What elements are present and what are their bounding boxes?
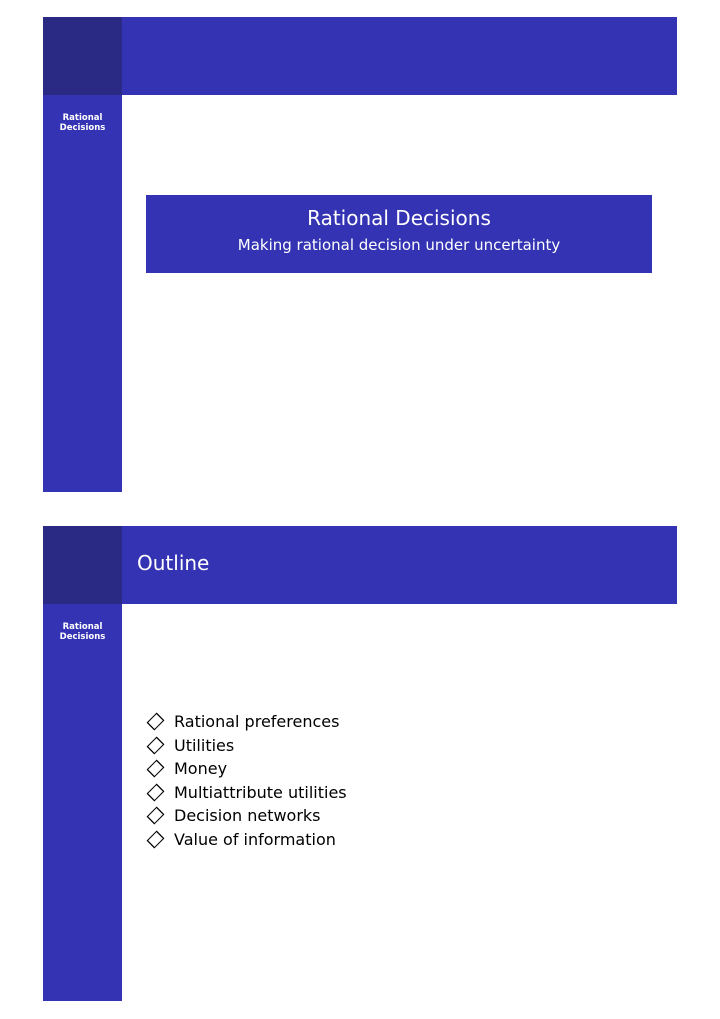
title-slide	[43, 17, 677, 492]
title-box	[146, 195, 652, 273]
sidebar	[43, 17, 122, 492]
list-item	[146, 781, 347, 805]
list-item-text: Value of information	[174, 829, 336, 849]
diamond-bullet-icon	[147, 783, 165, 801]
list-item	[146, 734, 347, 758]
header-bar	[122, 17, 677, 95]
sidebar-title-line-1: Rational	[62, 113, 103, 123]
list-item	[146, 804, 347, 828]
list-item	[146, 828, 347, 852]
sidebar-title-line-1: Rational	[62, 622, 103, 632]
diamond-bullet-icon	[147, 736, 165, 754]
list-item-text: Money	[174, 759, 228, 779]
outline-list	[146, 710, 347, 851]
header-bar	[122, 526, 677, 604]
sidebar-title-line-2: Decisions	[59, 123, 106, 133]
list-item-text: Multiattribute utilities	[174, 782, 347, 802]
diamond-bullet-icon	[147, 713, 165, 731]
sidebar-title	[43, 622, 122, 642]
list-item-text: Utilities	[174, 735, 235, 755]
presentation-subtitle: Making rational decision under uncertainty	[237, 236, 561, 254]
outline-slide	[43, 526, 677, 1001]
list-item-text: Decision networks	[174, 806, 321, 826]
sidebar-corner	[43, 17, 122, 95]
presentation-title: Rational Decisions	[307, 206, 491, 230]
list-item	[146, 710, 347, 734]
diamond-bullet-icon	[147, 807, 165, 825]
sidebar-corner	[43, 526, 122, 604]
sidebar-title	[43, 113, 122, 133]
frame-title: Outline	[137, 551, 210, 575]
diamond-bullet-icon	[147, 760, 165, 778]
sidebar-title-line-2: Decisions	[59, 632, 106, 642]
sidebar	[43, 526, 122, 1001]
list-item-text: Rational preferences	[174, 712, 340, 732]
diamond-bullet-icon	[147, 830, 165, 848]
list-item	[146, 757, 347, 781]
